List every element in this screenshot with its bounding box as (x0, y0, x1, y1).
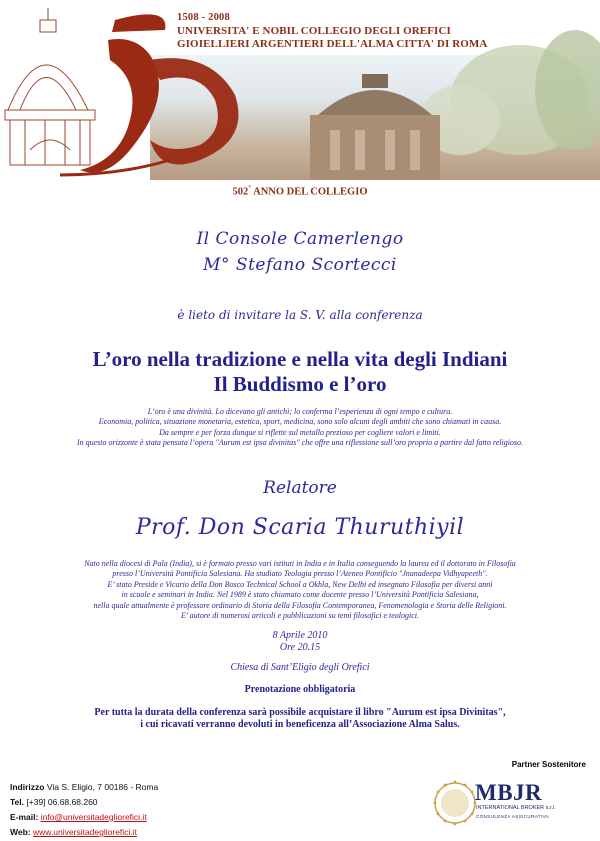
conference-title: L’oro nella tradizione e nella vita degli Indiani (92, 347, 508, 371)
intro-line: Da sempre e per forza dunque si riflette sul metallo prezioso per cogliere valori e limiti. (159, 427, 441, 437)
tel-value: [+39] 06.68.68.260 (26, 797, 98, 807)
event-date: 8 Aprile 2010 (272, 630, 328, 641)
event-place: Chiesa di Sant’Eligio degli Orefici (230, 662, 370, 673)
anniversary-years: 1508 - 2008 (177, 12, 230, 23)
college-name-line2: GIOIELLIERI ARGENTIERI DELL'ALMA CITTA' DI ROMA (177, 38, 488, 50)
web-link[interactable]: www.universitadegliorefici.it (33, 827, 137, 837)
partner-logo-subtitle: INTERNATIONAL BROKER s.r.l. (476, 805, 556, 811)
book-sale-notice (0, 707, 600, 731)
intro-line: Economia, politica, situazione monetaria, estetica, sport, medicina, sono solo alcuni degli ambiti che sono chiamati in causa. (98, 417, 502, 427)
email-link[interactable]: info@universitadegliorefici.it (40, 812, 147, 822)
console-title: Il Console Camerlengo (196, 229, 404, 249)
partner-logo (430, 778, 582, 830)
booking-notice: Prenotazione obbligatoria (244, 684, 356, 695)
college-name-line1: UNIVERSITA' E NOBIL COLLEGIO DEGLI OREFICI (177, 25, 451, 37)
web-row (10, 825, 158, 840)
anniversary-label (0, 184, 600, 198)
bio-line: nella quale attualmente è professore ordinario di Storia della Filosofia Contemporanea, Fenomenologia e Storia delle Religioni. (93, 600, 507, 610)
partner-logo-text: MBJR (475, 780, 543, 805)
partner-logo-tagline: CONSULENZA ASSICURATIVA (476, 814, 550, 819)
book-sale-line1: Per tutta la durata della conferenza sarà possibile acquistare il libro "Aurum est ipsa Divinitas", (94, 707, 506, 718)
speaker-label: Relatore (263, 478, 337, 498)
header-banner (0, 0, 600, 182)
bio-line: in scuole e seminari in India. Nel 1989 è stato chiamato come docente presso l’Università Pontificia Salesiana, (121, 590, 479, 600)
email-row (10, 810, 158, 825)
address-row (10, 780, 158, 795)
dome-building-illustration (310, 74, 440, 180)
speaker-bio (0, 559, 600, 621)
bio-line: presso l’Università Pontificia Salesiana. Ha studiato Teologia presso l’Ateneo Pontificio "Jnanadeepa Vidhyapeeth". (112, 569, 488, 579)
bio-line: E’ stato Preside e Vicario della Don Bosco Technical School a Okhla, New Delhi ed insegnato Filosofia per diversi anni (107, 579, 493, 589)
event-time: Ore 20.15 (279, 642, 321, 653)
bio-line: E’ autore di numerosi articoli e pubblicazioni su temi filosofici e teologici. (180, 611, 420, 621)
globe-icon (430, 778, 480, 828)
console-name: M° Stefano Scortecci (203, 255, 397, 275)
intro-paragraph (0, 407, 600, 449)
intro-line: In questo orizzonte è stata pensata l’opera "Aurum est ipsa divinitas" che offre una riflessione sull’oro proprio a partire dal fatto religioso. (76, 438, 524, 448)
anniversary-number: 502 (232, 186, 249, 198)
address-value: Via S. Eligio, 7 00186 - Roma (46, 782, 159, 792)
partner-label: Partner Sostenitore (511, 760, 586, 769)
tel-label: Tel. (10, 797, 25, 807)
email-label: E-mail: (10, 812, 39, 822)
ordinal-sign: ° (248, 184, 252, 192)
book-sale-line2: i cui ricavati verranno devoluti in beneficenza all’Associazione Alma Salus. (140, 719, 460, 730)
anniversary-text: ANNO DEL COLLEGIO (251, 186, 368, 198)
web-label: Web: (10, 827, 31, 837)
intro-line: L’oro è una divinità. Lo dicevano gli antichi; lo conferma l’esperienza di ogni tempo e cultura. (147, 407, 453, 416)
tel-row (10, 795, 158, 810)
speaker-name: Prof. Don Scaria Thuruthiyil (135, 515, 465, 540)
event-datetime (0, 630, 600, 654)
invitation-text: è lieto di invitare la S. V. alla conferenza (177, 308, 423, 322)
bio-line: Nato nella diocesi di Pala (India), si è formato presso vari istituti in India e in Italia conseguendo la laurea ed il dottorato in Filosofia (84, 559, 516, 568)
conference-subtitle: Il Buddismo e l’oro (213, 372, 387, 396)
address-label: Indirizzo (10, 782, 45, 792)
contacts-block (10, 780, 158, 840)
sketch-dome (5, 8, 95, 165)
